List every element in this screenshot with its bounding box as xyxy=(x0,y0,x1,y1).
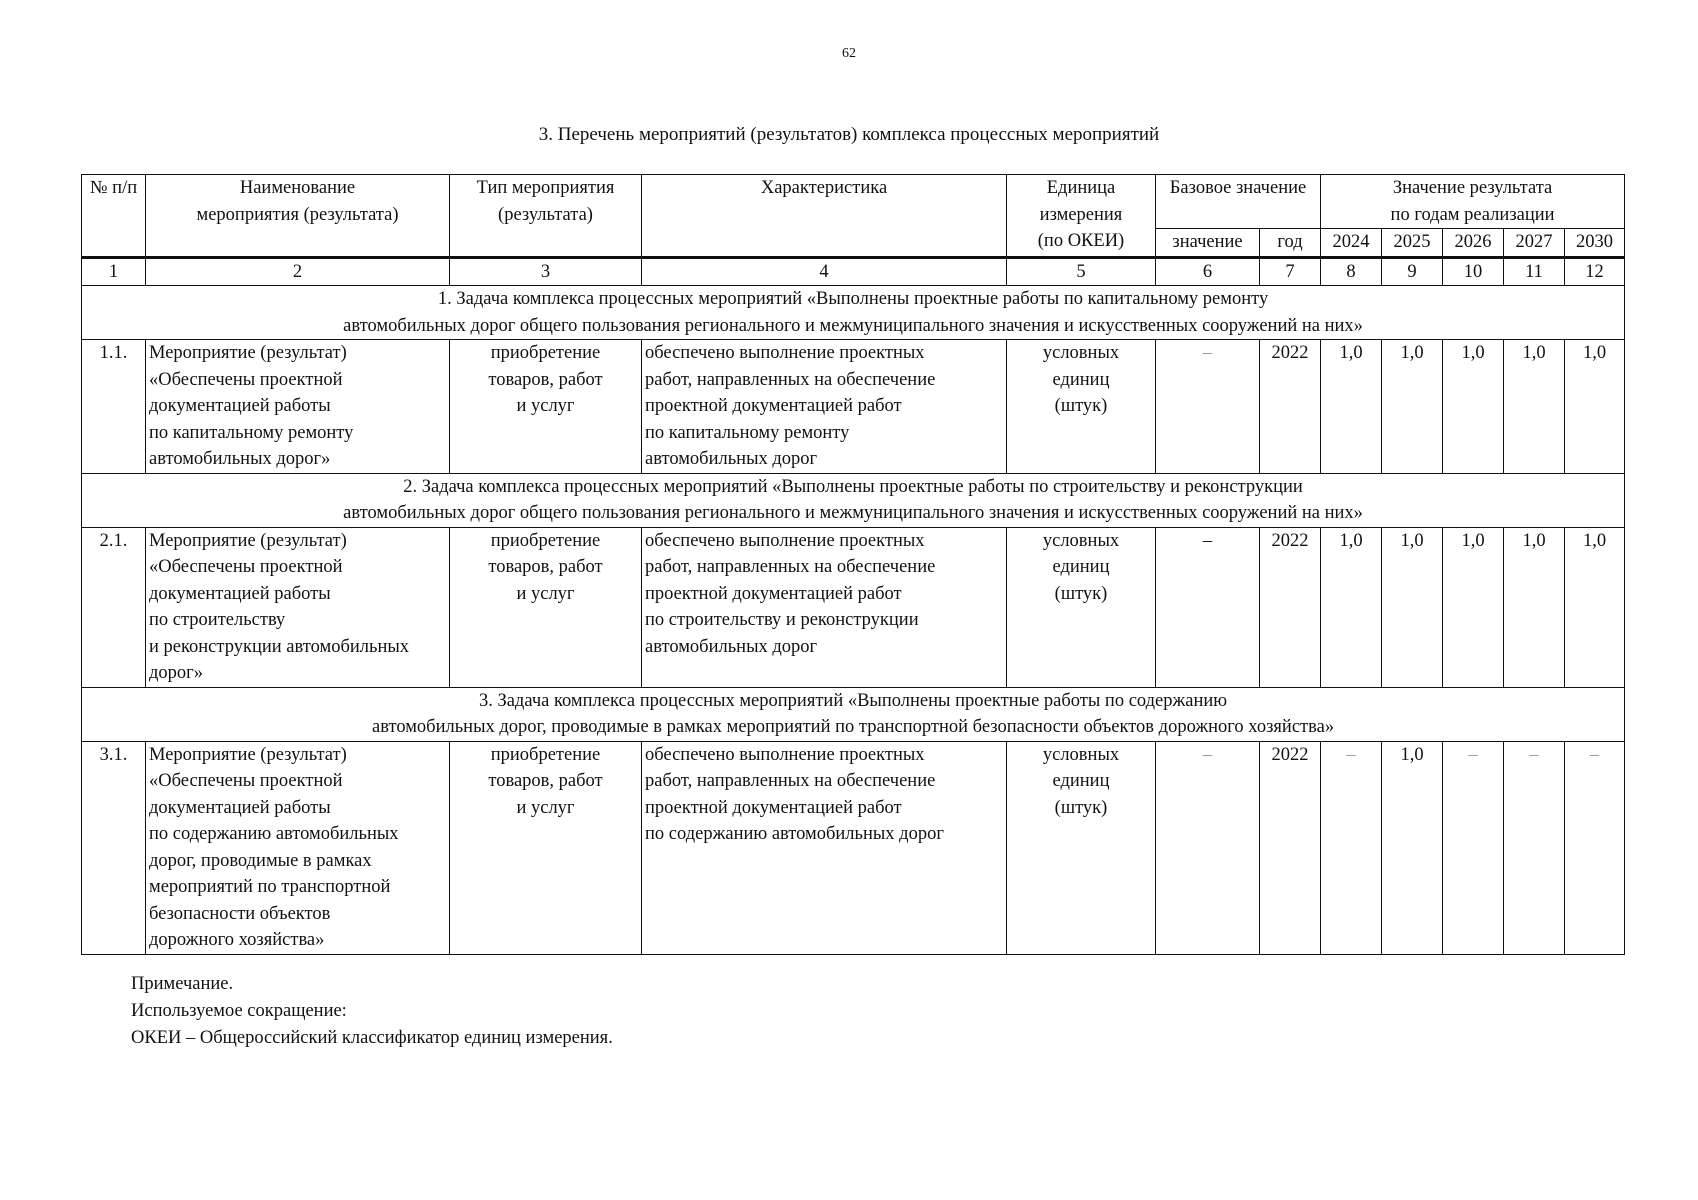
year-value: 1,0 xyxy=(1382,340,1443,474)
year-value: 1,0 xyxy=(1443,340,1504,474)
measure-name: Мероприятие (результат) «Обеспечены проектной документацией работы по строительству и реконструкции автомобильных дорог» xyxy=(146,527,450,687)
header-characteristic: Характеристика xyxy=(642,175,1007,258)
table-row xyxy=(82,741,1625,954)
header-year: 2025 xyxy=(1382,229,1443,258)
task-heading: 3. Задача комплекса процессных мероприятий «Выполнены проектные работы по содержанию автомобильных дорог, проводимые в рамках мероприятий по транспортной безопасности объектов дорожного хозяйства» xyxy=(82,687,1625,741)
base-year: 2022 xyxy=(1260,340,1321,474)
column-number: 9 xyxy=(1382,257,1443,286)
year-value: 1,0 xyxy=(1321,340,1382,474)
measure-type: приобретение товаров, работ и услуг xyxy=(450,741,642,954)
year-value: 1,0 xyxy=(1382,527,1443,687)
year-value: 1,0 xyxy=(1321,527,1382,687)
task-heading-row xyxy=(82,687,1625,741)
base-value: – xyxy=(1156,741,1260,954)
column-number: 1 xyxy=(82,257,146,286)
row-number: 3.1. xyxy=(82,741,146,954)
task-heading-row xyxy=(82,286,1625,340)
header-year: 2030 xyxy=(1565,229,1625,258)
header-num: № п/п xyxy=(82,175,146,258)
document-title: 3. Перечень мероприятий (результатов) комплекса процессных мероприятий xyxy=(538,124,1160,145)
column-number: 11 xyxy=(1504,257,1565,286)
measure-unit: условных единиц (штук) xyxy=(1007,527,1156,687)
header-year: 2026 xyxy=(1443,229,1504,258)
header-base-value: значение xyxy=(1156,229,1260,258)
year-value: – xyxy=(1321,741,1382,954)
column-number: 3 xyxy=(450,257,642,286)
header-base-year: год xyxy=(1260,229,1321,258)
column-number: 8 xyxy=(1321,257,1382,286)
header-row-1 xyxy=(82,175,1625,229)
year-value: 1,0 xyxy=(1382,741,1443,954)
year-value: 1,0 xyxy=(1504,340,1565,474)
header-result: Значение результата по годам реализации xyxy=(1321,175,1625,229)
header-type: Тип мероприятия (результата) xyxy=(450,175,642,258)
base-value: – xyxy=(1156,527,1260,687)
measures-table xyxy=(81,174,1625,955)
year-value: 1,0 xyxy=(1565,527,1625,687)
row-number: 2.1. xyxy=(82,527,146,687)
year-value: 1,0 xyxy=(1565,340,1625,474)
column-number: 10 xyxy=(1443,257,1504,286)
base-value: – xyxy=(1156,340,1260,474)
abbreviation-definition: ОКЕИ – Общероссийский классификатор единиц измерения. xyxy=(131,1028,613,1048)
measure-type: приобретение товаров, работ и услуг xyxy=(450,527,642,687)
page-number: 62 xyxy=(842,46,856,61)
column-numbers-row xyxy=(82,257,1625,286)
notes xyxy=(131,971,613,1052)
column-number: 4 xyxy=(642,257,1007,286)
note-label: Примечание. xyxy=(131,974,234,994)
base-year: 2022 xyxy=(1260,741,1321,954)
column-number: 2 xyxy=(146,257,450,286)
measure-characteristic: обеспечено выполнение проектных работ, направленных на обеспечение проектной документацией работ по строительству и реконструкции автомобильных дорог xyxy=(642,527,1007,687)
column-number: 12 xyxy=(1565,257,1625,286)
year-value: – xyxy=(1504,741,1565,954)
header-year: 2024 xyxy=(1321,229,1382,258)
year-value: – xyxy=(1443,741,1504,954)
header-name: Наименование мероприятия (результата) xyxy=(146,175,450,258)
task-heading: 1. Задача комплекса процессных мероприятий «Выполнены проектные работы по капитальному ремонту автомобильных дорог общего пользования регионального и межмуниципального значения и искусственных сооружений на них» xyxy=(82,286,1625,340)
column-number: 6 xyxy=(1156,257,1260,286)
header-year: 2027 xyxy=(1504,229,1565,258)
measure-name: Мероприятие (результат) «Обеспечены проектной документацией работы по содержанию автомобильных дорог, проводимые в рамках мероприятий по транспортной безопасности объектов дорожного хозяйства» xyxy=(146,741,450,954)
task-heading: 2. Задача комплекса процессных мероприятий «Выполнены проектные работы по строительству и реконструкции автомобильных дорог общего пользования регионального и межмуниципального значения и искусственных сооружений на них» xyxy=(82,473,1625,527)
table-row xyxy=(82,340,1625,474)
abbreviation-label: Используемое сокращение: xyxy=(131,1001,347,1021)
measure-characteristic: обеспечено выполнение проектных работ, направленных на обеспечение проектной документацией работ по капитальному ремонту автомобильных дорог xyxy=(642,340,1007,474)
column-number: 7 xyxy=(1260,257,1321,286)
measure-name: Мероприятие (результат) «Обеспечены проектной документацией работы по капитальному ремонту автомобильных дорог» xyxy=(146,340,450,474)
measure-unit: условных единиц (штук) xyxy=(1007,340,1156,474)
header-base: Базовое значение xyxy=(1156,175,1321,229)
header-unit: Единица измерения (по ОКЕИ) xyxy=(1007,175,1156,258)
table-row xyxy=(82,527,1625,687)
year-value: – xyxy=(1565,741,1625,954)
year-value: 1,0 xyxy=(1443,527,1504,687)
measure-characteristic: обеспечено выполнение проектных работ, направленных на обеспечение проектной документацией работ по содержанию автомобильных дорог xyxy=(642,741,1007,954)
task-heading-row xyxy=(82,473,1625,527)
measure-unit: условных единиц (штук) xyxy=(1007,741,1156,954)
measure-type: приобретение товаров, работ и услуг xyxy=(450,340,642,474)
column-number: 5 xyxy=(1007,257,1156,286)
row-number: 1.1. xyxy=(82,340,146,474)
year-value: 1,0 xyxy=(1504,527,1565,687)
base-year: 2022 xyxy=(1260,527,1321,687)
